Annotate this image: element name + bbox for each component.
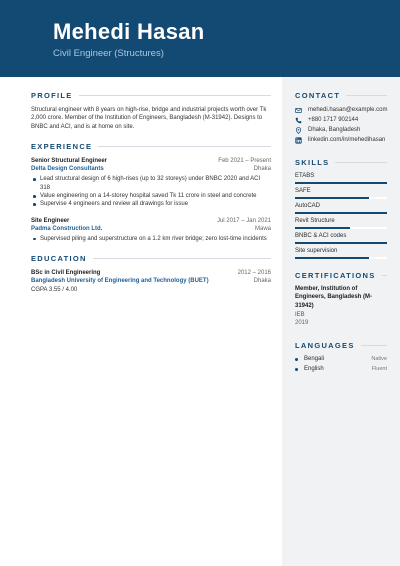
job-bullets bbox=[31, 235, 271, 243]
contact-location: Dhaka, Bangladesh bbox=[295, 125, 387, 135]
skill-bar bbox=[295, 257, 387, 259]
skill-name: SAFE bbox=[295, 188, 311, 194]
job-title: Senior Structural Engineer bbox=[31, 158, 108, 165]
degree-name: BSc in Civil Engineering bbox=[31, 270, 101, 277]
job-title: Site Engineer bbox=[31, 217, 70, 224]
bullet-dot-icon bbox=[295, 368, 298, 371]
contact-email[interactable]: mehedi.hasan@example.com bbox=[295, 105, 387, 115]
certification-year: 2019 bbox=[295, 320, 309, 327]
linkedin-icon bbox=[295, 137, 302, 144]
language-name: Bengali bbox=[304, 356, 325, 363]
skill-name: Revit Structure bbox=[295, 218, 335, 224]
languages-heading: LANGUAGES bbox=[295, 341, 387, 350]
education-heading: EDUCATION bbox=[31, 254, 271, 263]
certifications-section bbox=[295, 271, 387, 327]
certifications-heading: CERTIFICATIONS bbox=[295, 271, 387, 280]
job-bullet: Supervised piling and superstructure on a 1.2 km river bridge; zero lost-time incidents bbox=[31, 235, 271, 243]
skill-bar bbox=[295, 242, 387, 244]
skill-bar-fill bbox=[295, 242, 387, 244]
skill-bar bbox=[295, 197, 387, 199]
skills-heading: SKILLS bbox=[295, 158, 387, 167]
skill-bar-fill bbox=[295, 197, 369, 199]
skills-list bbox=[295, 172, 387, 259]
job-location: Dhaka bbox=[253, 166, 271, 173]
candidate-name: Mehedi Hasan bbox=[53, 19, 205, 44]
candidate-role: Civil Engineer (Structures) bbox=[53, 48, 164, 59]
skill-bar bbox=[295, 182, 387, 184]
company-name: Padma Construction Ltd. bbox=[31, 225, 103, 232]
location-pin-icon bbox=[295, 127, 302, 134]
school-location: Dhaka bbox=[253, 278, 271, 285]
skill-item bbox=[295, 172, 387, 184]
job-bullet: Value engineering on a 14-storey hospital saved Tk 11 crore in steel and concrete bbox=[31, 192, 271, 200]
job-bullets bbox=[31, 175, 271, 209]
job-entry bbox=[31, 157, 271, 209]
sidebar bbox=[282, 77, 400, 566]
bullet-dot-icon bbox=[295, 358, 298, 361]
language-item bbox=[295, 365, 387, 375]
skill-name: BNBC & ACI codes bbox=[295, 233, 347, 239]
contact-phone[interactable]: +880 1717 902144 bbox=[295, 115, 387, 125]
skill-item bbox=[295, 202, 387, 214]
skill-bar-fill bbox=[295, 257, 369, 259]
skill-bar-fill bbox=[295, 212, 387, 214]
main-column bbox=[31, 77, 271, 295]
education-dates: 2012 – 2016 bbox=[237, 270, 271, 277]
language-level: Native bbox=[371, 356, 387, 363]
contact-linkedin[interactable]: linkedin.com/in/mehedihasan bbox=[295, 135, 387, 145]
profile-heading: PROFILE bbox=[31, 91, 271, 100]
languages-section bbox=[295, 341, 387, 374]
profile-section bbox=[31, 91, 271, 131]
education-section bbox=[31, 254, 271, 294]
cgpa: CGPA 3.55 / 4.00 bbox=[31, 287, 78, 294]
certification-name: Member, Institution of Engineers, Bangladesh (M-31942) bbox=[295, 286, 373, 309]
skill-item bbox=[295, 247, 387, 259]
company-name: Delta Design Consultants bbox=[31, 166, 104, 173]
envelope-icon bbox=[295, 107, 302, 114]
language-name: English bbox=[304, 365, 324, 372]
skill-item bbox=[295, 187, 387, 199]
skill-bar bbox=[295, 227, 387, 229]
skill-bar-fill bbox=[295, 182, 387, 184]
job-bullet: Lead structural design of 6 high-rises (up to 32 storeys) under BNBC 2020 and ACI 318 bbox=[31, 175, 271, 192]
skill-name: AutoCAD bbox=[295, 203, 321, 209]
skill-name: ETABS bbox=[295, 173, 315, 179]
skill-bar bbox=[295, 212, 387, 214]
job-entry bbox=[31, 217, 271, 243]
skill-name: Site supervision bbox=[295, 248, 338, 254]
job-bullet: Supervise 4 engineers and review all drawings for issue bbox=[31, 200, 271, 208]
experience-heading: EXPERIENCE bbox=[31, 142, 271, 151]
contact-heading: CONTACT bbox=[295, 91, 387, 100]
experience-section bbox=[31, 142, 271, 243]
job-dates: Jul 2017 – Jan 2021 bbox=[216, 217, 271, 224]
school-name: Bangladesh University of Engineering and Technology (BUET) bbox=[31, 278, 209, 285]
resume-header bbox=[0, 0, 400, 77]
skill-bar-fill bbox=[295, 227, 350, 229]
skills-section bbox=[295, 158, 387, 259]
job-location: Mawa bbox=[254, 225, 271, 232]
contact-section bbox=[295, 91, 387, 145]
job-dates: Feb 2021 – Present bbox=[218, 158, 271, 165]
certification-issuer: IEB bbox=[295, 312, 305, 319]
skill-item bbox=[295, 232, 387, 244]
profile-text: Structural engineer with 8 years on high-rise, bridge and industrial projects worth over Tk 2,000 crore. Member of the Institution of Engineers, Bangladesh (M-31942). Designs to BNBC and ACI, and is at home on site. bbox=[31, 107, 267, 130]
phone-icon bbox=[295, 117, 302, 124]
skill-item bbox=[295, 217, 387, 229]
language-item bbox=[295, 355, 387, 365]
language-level: Fluent bbox=[371, 365, 387, 372]
